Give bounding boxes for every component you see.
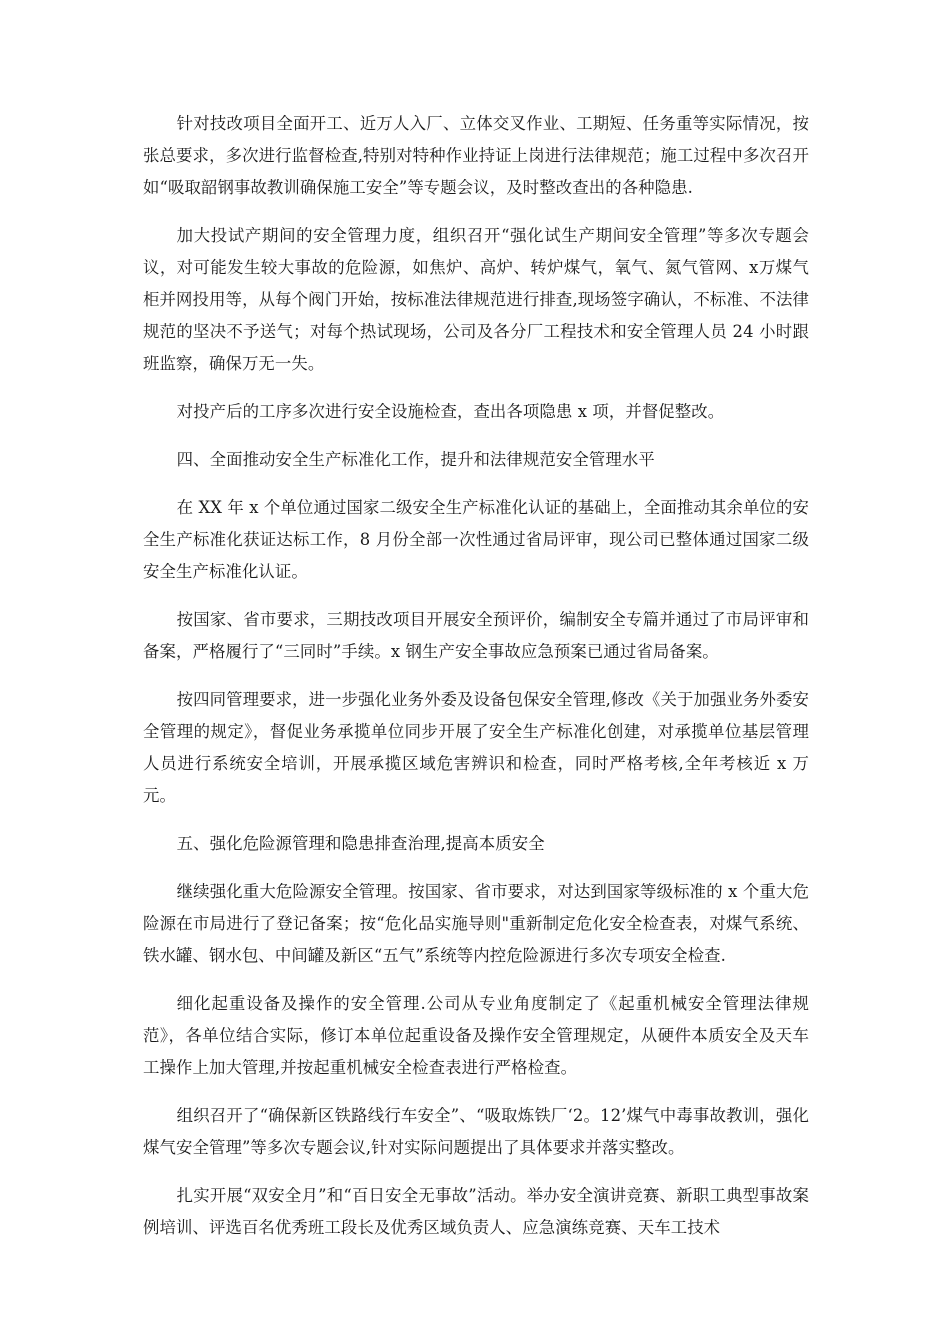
paragraph-standardization-certification: 在 XX 年 x 个单位通过国家二级安全生产标准化认证的基础上，全面推动其余单位的安全生产标准化获证达标工作，8 月份全部一次性通过省局评审，现公司已整体通过国家二级安全生产标准化认证。 — [143, 498, 809, 581]
paragraph-post-production-inspection: 对投产后的工序多次进行安全设施检查，查出各项隐患 x 项，并督促整改。 — [176, 402, 725, 421]
section-heading-four: 四、全面推动安全生产标准化工作，提升和法律规范安全管理水平 — [176, 450, 655, 469]
section-heading-five: 五、强化危险源管理和隐患排查治理,提高本质安全 — [176, 834, 545, 853]
paragraph-special-meetings: 组织召开了“确保新区铁路线行车安全”、“吸取炼铁厂‘2。12’煤气中毒事故教训，强化煤气安全管理”等多次专题会议,针对实际问题提出了具体要求并落实整改。 — [143, 1106, 809, 1157]
paragraph-safety-month-activities: 扎实开展“双安全月”和“百日安全无事故”活动。举办安全演讲竞赛、新职工典型事故案例培训、评选百名优秀班工段长及优秀区域负责人、应急演练竞赛、天车工技术 — [143, 1186, 809, 1237]
document-body — [143, 108, 809, 1260]
paragraph-pre-evaluation: 按国家、省市要求，三期技改项目开展安全预评价，编制安全专篇并通过了市局评审和备案，严格履行了“三同时”手续。x 钢生产安全事故应急预案已通过省局备案。 — [143, 610, 809, 661]
paragraph-trial-production-safety: 加大投试产期间的安全管理力度，组织召开“强化试生产期间安全管理”等多次专题会议，对可能发生较大事故的危险源，如焦炉、高炉、转炉煤气，氧气、氮气管网、x万煤气柜并网投用等，从每个阀门开始，按标准法律规范进行排查,现场签字确认，不标准、不法律规范的坚决不予送气；对每个热试现场，公司及各分厂工程技术和安全管理人员 24 小时跟班监察，确保万无一失。 — [143, 226, 809, 373]
paragraph-lifting-equipment: 细化起重设备及操作的安全管理.公司从专业角度制定了《起重机械安全管理法律规范》，各单位结合实际，修订本单位起重设备及操作安全管理规定，从硬件本质安全及天车工操作上加大管理,并按起重机械安全检查表进行严格检查。 — [143, 994, 809, 1077]
paragraph-outsourcing-management: 按四同管理要求，进一步强化业务外委及设备包保安全管理,修改《关于加强业务外委安全管理的规定》，督促业务承揽单位同步开展了安全生产标准化创建，对承揽单位基层管理人员进行系统安全培训，开展承揽区域危害辨识和检查，同时严格考核,全年考核近 x 万元。 — [143, 690, 809, 805]
paragraph-major-hazard-management: 继续强化重大危险源安全管理。按国家、省市要求，对达到国家等级标准的 x 个重大危险源在市局进行了登记备案；按“危化品实施导则"重新制定危化安全检查表，对煤气系统、铁水罐、钢水包、中间罐及新区“五气”系统等内控危险源进行多次专项安全检查. — [143, 882, 809, 965]
paragraph-construction-safety: 针对技改项目全面开工、近万人入厂、立体交叉作业、工期短、任务重等实际情况，按张总要求，多次进行监督检查,特别对特种作业持证上岗进行法律规范；施工过程中多次召开如“吸取韶钢事故教训确保施工安全”等专题会议，及时整改查出的各种隐患. — [143, 114, 809, 197]
